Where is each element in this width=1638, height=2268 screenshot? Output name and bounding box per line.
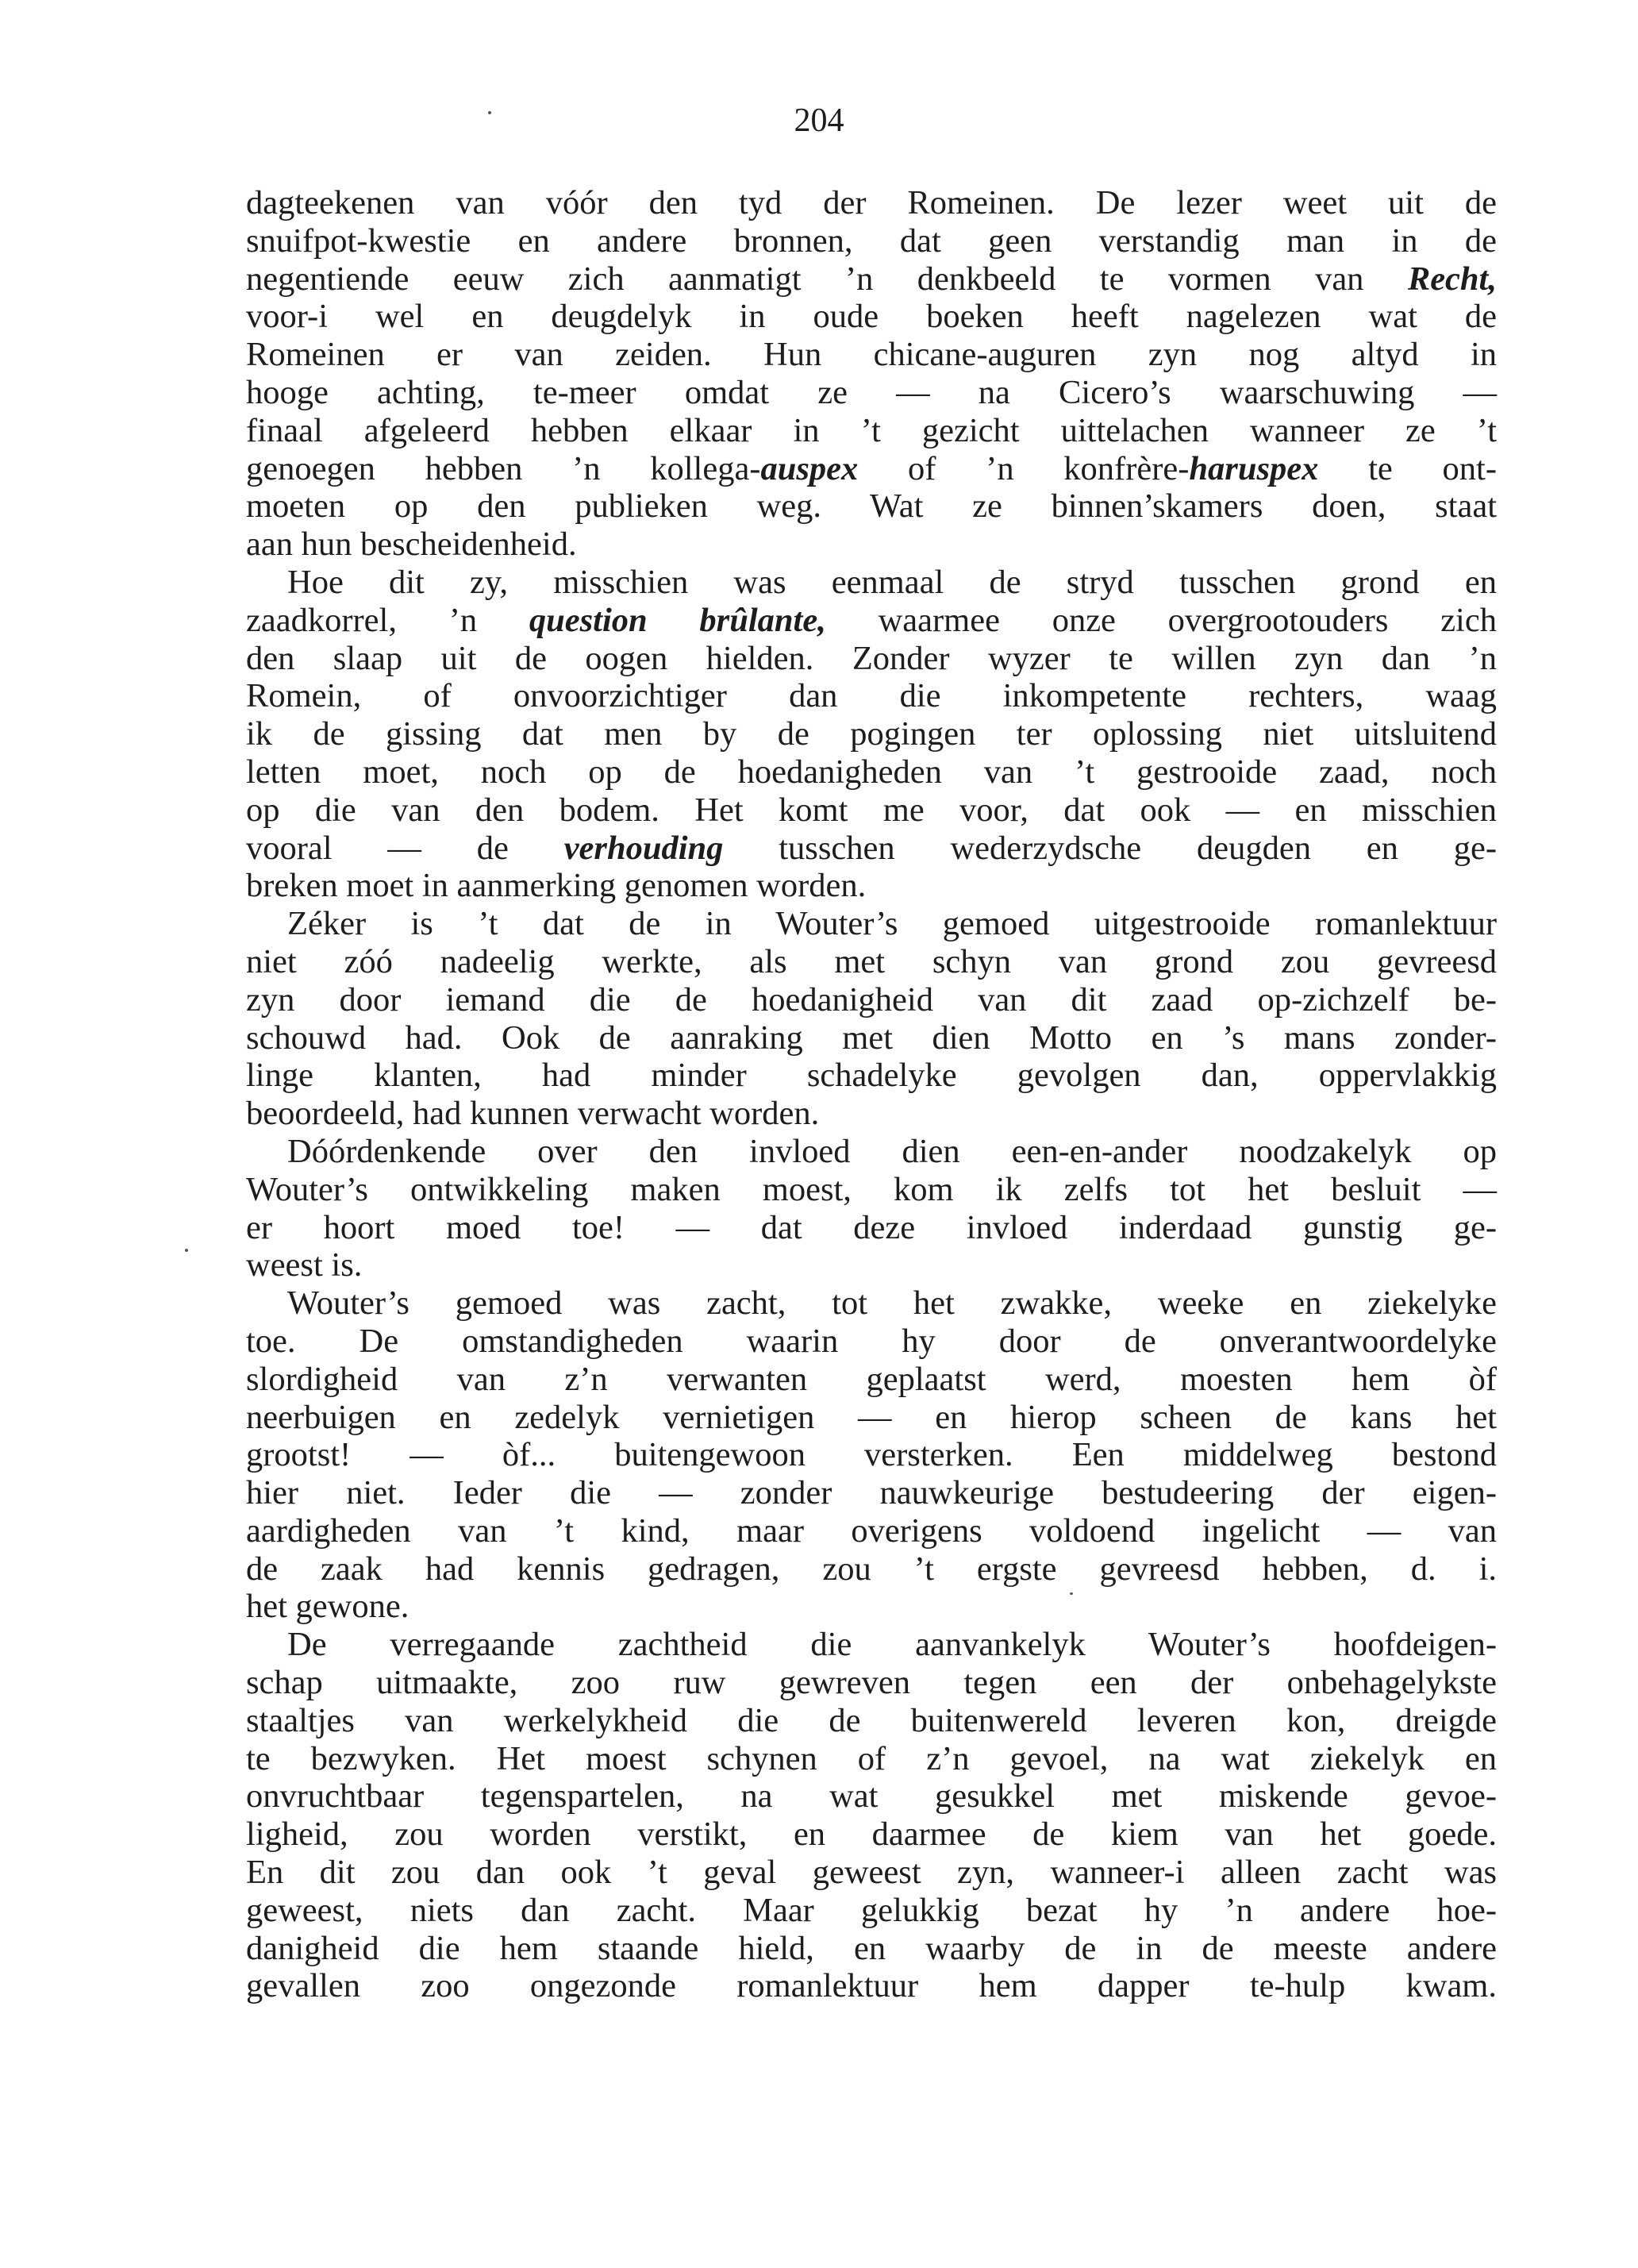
text-line xyxy=(246,830,1497,868)
text-line xyxy=(246,1512,1497,1550)
text-segment: ik de gissing dat men by de pogingen ter oplossing niet uitsluitend xyxy=(246,715,1497,753)
text-segment: weest is. xyxy=(246,1246,363,1284)
text-line xyxy=(246,640,1497,678)
text-segment: genoegen hebben ’n kollega- xyxy=(246,449,761,487)
text-line xyxy=(246,1816,1497,1854)
text-segment: te ont- xyxy=(1318,449,1497,487)
text-line xyxy=(246,1664,1497,1702)
text-segment: vooral — de xyxy=(246,829,564,867)
text-segment: te bezwyken. Het moest schynen of z’n gevoel, na wat ziekelyk en xyxy=(246,1739,1497,1777)
text-line xyxy=(246,1019,1497,1057)
text-line xyxy=(246,791,1497,830)
text-segment: Romeinen er van zeiden. Hun chicane-auguren zyn nog altyd in xyxy=(246,336,1497,374)
text-segment: dagteekenen van vóór den tyd der Romeinen. De lezer weet uit de xyxy=(246,184,1497,221)
text-segment: geweest, niets dan zacht. Maar gelukkig bezat hy ’n andere hoe- xyxy=(246,1891,1497,1929)
text-line xyxy=(246,1436,1497,1474)
text-segment: ligheid, zou worden verstikt, en daarmee de kiem van het goede. xyxy=(246,1816,1497,1854)
text-segment: zyn door iemand die de hoedanigheid van dit zaad op-zichzelf be- xyxy=(246,980,1497,1018)
text-segment: breken moet in aanmerking genomen worden. xyxy=(246,867,867,905)
text-segment: staaltjes van werkelykheid die de buitenwereld leveren kon, dreigde xyxy=(246,1701,1497,1739)
text-line xyxy=(246,1399,1497,1437)
text-segment: de zaak had kennis gedragen, zou ’t ergste gevreesd hebben, d. i. xyxy=(246,1550,1497,1588)
text-line xyxy=(246,1171,1497,1209)
text-line xyxy=(246,1323,1497,1361)
text-segment: hooge achting, te-meer omdat ze — na Cicero’s waarschuwing — xyxy=(246,373,1497,411)
text-segment: De verregaande zachtheid die aanvankelyk Wouter’s hoofdeigen- xyxy=(287,1626,1497,1664)
text-line xyxy=(246,222,1497,260)
text-segment: Hoe dit zy, misschien was eenmaal de stryd tusschen grond en xyxy=(287,563,1497,601)
text-segment: snuifpot-kwestie en andere bronnen, dat geen verstandig man in de xyxy=(246,221,1497,260)
text-line xyxy=(246,943,1497,981)
text-segment: op die van den bodem. Het komt me voor, dat ook — en misschien xyxy=(246,791,1497,829)
text-segment: letten moet, noch op de hoedanigheden van ’t gestrooide zaad, noch xyxy=(246,753,1497,791)
text-line xyxy=(246,677,1497,715)
text-line xyxy=(246,905,1497,943)
text-segment: gevallen zoo ongezonde romanlektuur hem dapper te-hulp kwam. xyxy=(246,1967,1497,2005)
text-segment: aan hun bescheidenheid. xyxy=(246,526,577,564)
text-segment: Zéker is ’t dat de in Wouter’s gemoed uitgestrooide romanlektuur xyxy=(287,905,1497,943)
text-segment: het gewone. xyxy=(246,1588,410,1626)
text-segment: Romein, of onvoorzichtiger dan die inkompetente rechters, waag xyxy=(246,677,1497,715)
text-line xyxy=(246,715,1497,753)
text-segment: onvruchtbaar tegenspartelen, na wat gesukkel met miskende gevoe- xyxy=(246,1777,1497,1816)
text-line xyxy=(246,1057,1497,1095)
text-segment: finaal afgeleerd hebben elkaar in ’t gezicht uittelachen wanneer ze ’t xyxy=(246,411,1497,449)
text-line xyxy=(246,1740,1497,1778)
text-segment: zaadkorrel, ’n xyxy=(246,601,529,639)
text-line xyxy=(246,487,1497,526)
text-line xyxy=(246,1930,1497,1968)
text-segment: neerbuigen en zedelyk vernietigen — en hierop scheen de kans het xyxy=(246,1398,1497,1436)
text-segment: Dóórdenkende over den invloed dien een-en-ander noodzakelyk op xyxy=(287,1132,1497,1170)
text-line xyxy=(246,867,1497,905)
text-segment: danigheid die hem staande hield, en waarby de in de meeste andere xyxy=(246,1929,1497,1967)
text-line xyxy=(246,1284,1497,1323)
scan-speck xyxy=(488,111,491,114)
text-line xyxy=(246,1702,1497,1740)
text-line xyxy=(246,336,1497,374)
text-line xyxy=(246,981,1497,1019)
text-segment: tusschen wederzydsche deugden en ge- xyxy=(723,829,1497,867)
scan-speck xyxy=(1070,1592,1073,1595)
text-segment: En dit zou dan ook ’t geval geweest zyn, wanneer-i alleen zacht was xyxy=(246,1854,1497,1892)
text-line xyxy=(246,1361,1497,1399)
text-line xyxy=(246,1133,1497,1171)
text-line xyxy=(246,184,1497,222)
text-line xyxy=(246,1095,1497,1133)
text-line xyxy=(246,1474,1497,1512)
scan-speck xyxy=(185,1249,188,1252)
text-line xyxy=(246,298,1497,336)
text-segment: negentiende eeuw zich aanmatigt ’n denkbeeld te vormen van xyxy=(246,260,1408,298)
text-segment: den slaap uit de oogen hielden. Zonder wyzer te willen zyn dan ’n xyxy=(246,639,1497,677)
page-number: 204 xyxy=(794,102,844,139)
text-segment: beoordeeld, had kunnen verwacht worden. xyxy=(246,1095,820,1133)
text-line xyxy=(246,260,1497,298)
text-line xyxy=(246,412,1497,450)
text-segment: Wouter’s gemoed was zacht, tot het zwakke, weeke en ziekelyke xyxy=(287,1284,1497,1323)
text-segment: Wouter’s ontwikkeling maken moest, kom ik zelfs tot het besluit — xyxy=(246,1170,1497,1208)
text-segment: schap uitmaakte, zoo ruw gewreven tegen een der onbehagelykste xyxy=(246,1664,1497,1702)
text-segment: toe. De omstandigheden waarin hy door de onverantwoordelyke xyxy=(246,1322,1497,1360)
text-segment: niet zóó nadeelig werkte, als met schyn van grond zou gevreesd xyxy=(246,942,1497,980)
text-line xyxy=(246,1550,1497,1588)
text-line xyxy=(246,1588,1497,1626)
text-line xyxy=(246,753,1497,791)
text-segment: schouwd had. Ook de aanraking met dien Motto en ’s mans zonder- xyxy=(246,1018,1497,1057)
emphasized-text: haruspex xyxy=(1189,449,1319,487)
emphasized-text: verhouding xyxy=(563,829,724,867)
emphasized-text: question brûlante, xyxy=(529,601,826,639)
text-segment: grootst! — òf... buitengewoon versterken. Een middelweg bestond xyxy=(246,1436,1497,1474)
text-line xyxy=(246,602,1497,640)
text-segment: aardigheden van ’t kind, maar overigens voldoend ingelicht — van xyxy=(246,1511,1497,1550)
text-line xyxy=(246,1892,1497,1930)
emphasized-text: auspex xyxy=(760,449,859,487)
text-line xyxy=(246,1626,1497,1664)
text-segment: voor-i wel en deugdelyk in oude boeken heeft nagelezen wat de xyxy=(246,298,1497,336)
text-segment: linge klanten, had minder schadelyke gevolgen dan, oppervlakkig xyxy=(246,1057,1497,1095)
text-segment: waarmee onze overgrootouders zich xyxy=(825,601,1497,639)
text-line xyxy=(246,1246,1497,1284)
text-line xyxy=(246,526,1497,564)
text-line xyxy=(246,1777,1497,1816)
text-line xyxy=(246,1854,1497,1892)
text-line xyxy=(246,1967,1497,2005)
text-line xyxy=(246,450,1497,488)
text-line xyxy=(246,564,1497,602)
text-segment: of ’n konfrère- xyxy=(858,449,1190,487)
text-segment: slordigheid van z’n verwanten geplaatst werd, moesten hem òf xyxy=(246,1360,1497,1398)
text-segment: hier niet. Ieder die — zonder nauwkeurige bestudeering der eigen- xyxy=(246,1474,1497,1512)
text-line xyxy=(246,374,1497,412)
text-segment: er hoort moed toe! — dat deze invloed inderdaad gunstig ge- xyxy=(246,1208,1497,1246)
body-text xyxy=(246,184,1497,2005)
text-segment: moeten op den publieken weg. Wat ze binnen’skamers doen, staat xyxy=(246,487,1497,526)
emphasized-text: Recht, xyxy=(1407,260,1497,298)
text-line xyxy=(246,1209,1497,1247)
